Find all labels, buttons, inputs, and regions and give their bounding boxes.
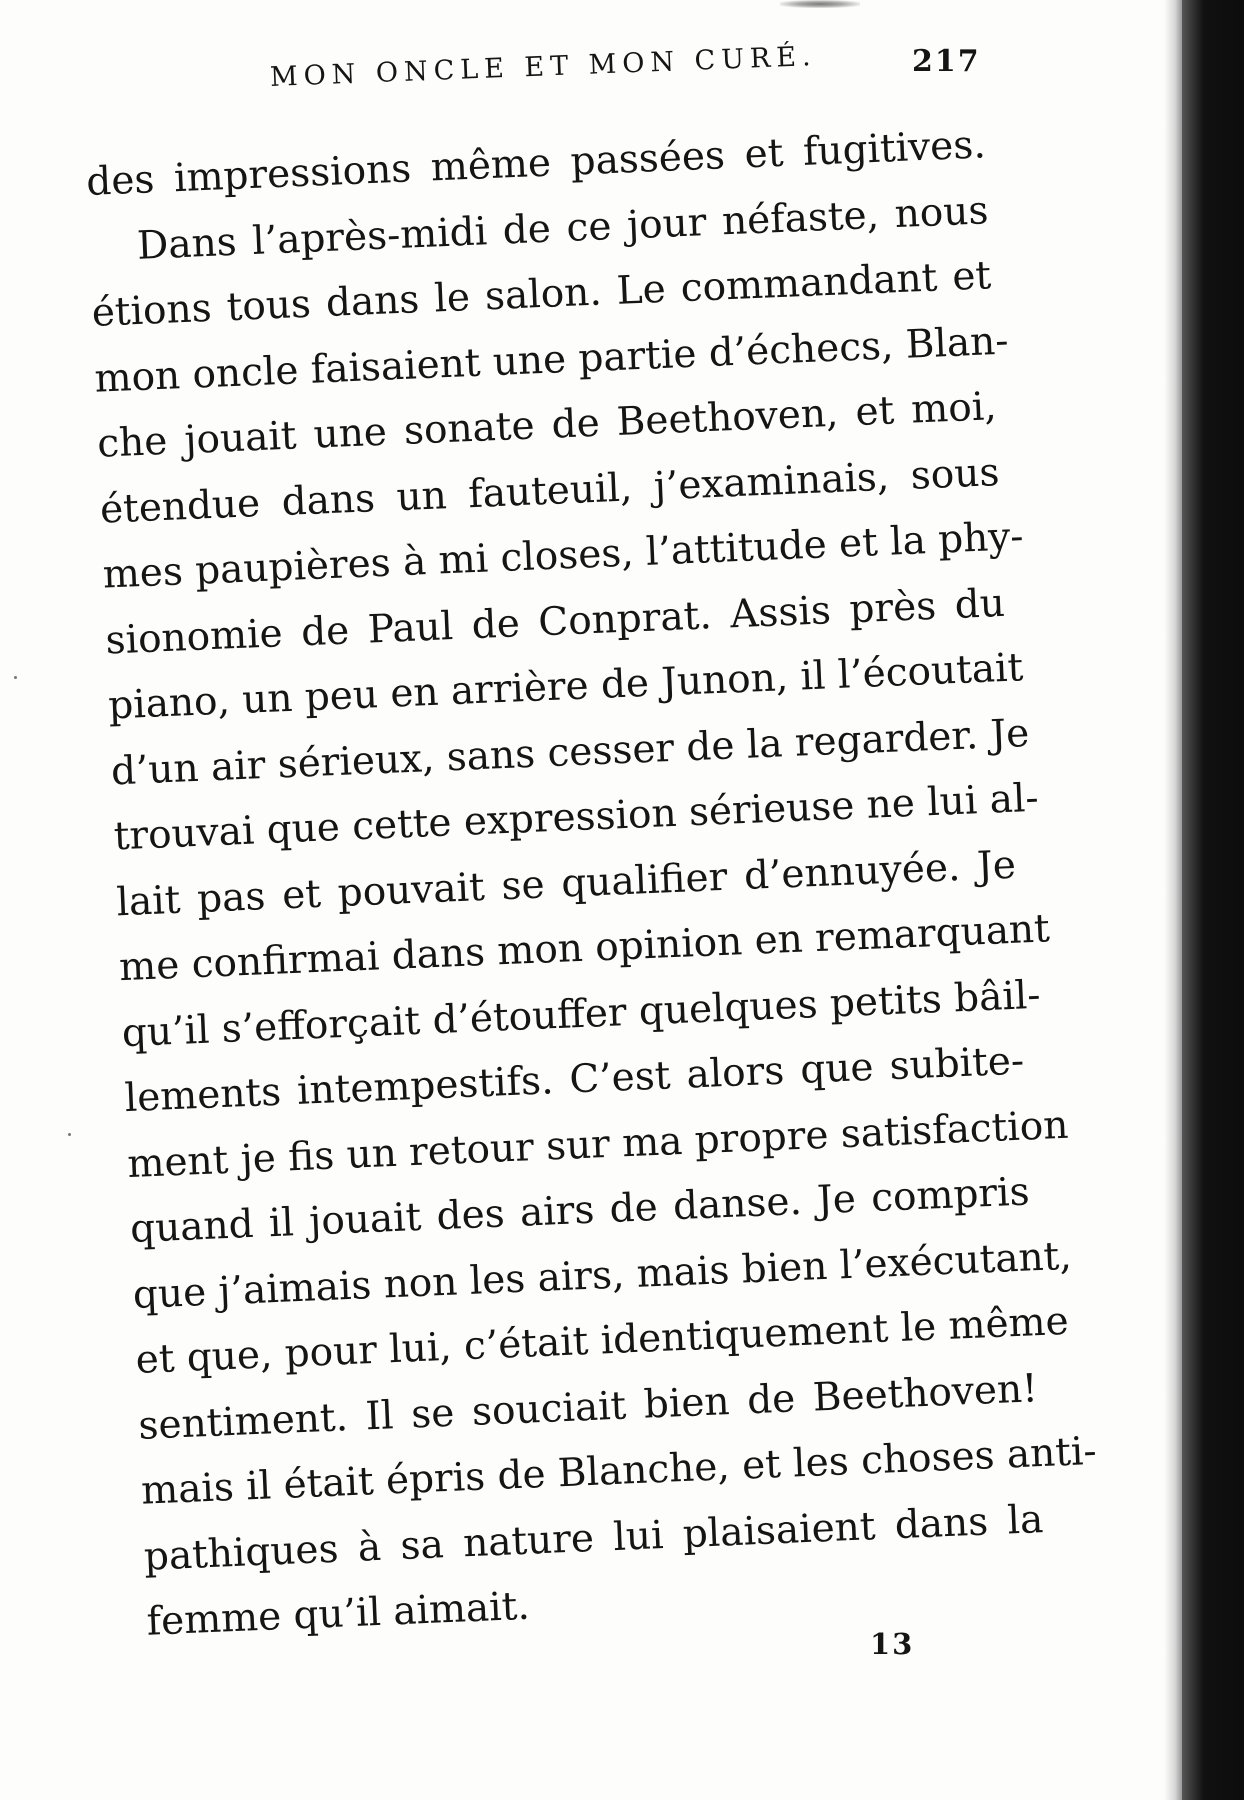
scan-speck	[68, 1133, 71, 1136]
text-line: mon oncle faisaient une partie d’échecs, Blan-	[93, 318, 1010, 402]
text-line: sentiment. Il se souciait bien de Beethoven!	[137, 1365, 1039, 1449]
text-line: ment je fis un retour sur ma propre satisfaction	[126, 1102, 1070, 1187]
text-line: lait pas et pouvait se qualifier d’ennuyée. Je	[115, 842, 1017, 925]
page-edge-shadow	[1164, 0, 1182, 1800]
text-line: femme qu’il aimait.	[145, 1583, 531, 1645]
page-number: 217	[912, 44, 981, 79]
text-line: et que, pour lui, c’était identiquement le même	[134, 1298, 1070, 1383]
scan-smudge	[780, 0, 860, 8]
text-line: sionomie de Paul de Conprat. Assis près du	[104, 580, 1006, 664]
signature-mark: 13	[870, 1627, 915, 1661]
text-line: mais il était épris de Blanche, et les choses anti-	[140, 1428, 1098, 1514]
text-line: me confirmai dans mon opinion en remarquant	[118, 906, 1051, 991]
text-line: Dans l’après-midi de ce jour néfaste, nous	[136, 187, 990, 269]
text-line: trouvai que cette expression sérieuse ne lui al-	[112, 775, 1040, 860]
text-line: lements intempestifs. C’est alors que subite-	[123, 1038, 1025, 1122]
binding-edge	[1182, 0, 1244, 1800]
running-title: MON ONCLE ET MON CURÉ.	[269, 41, 818, 93]
text-line: étions tous dans le salon. Le commandant et	[90, 253, 992, 336]
text-line: d’un air sérieux, sans cesser de la regarder. Je	[110, 710, 1031, 794]
text-line: des impressions même passées et fugitives.	[85, 122, 987, 205]
text-line: que j’aimais non les airs, mais bien l’exécutant,	[132, 1233, 1073, 1318]
text-line: qu’il s’efforçait d’étouffer quelques petits bâil-	[121, 972, 1042, 1056]
text-line: quand il jouait des airs de danse. Je compris	[129, 1169, 1031, 1253]
text-line: che jouait une sonate de Beethoven, et moi,	[96, 384, 998, 467]
scan-speck	[14, 676, 17, 679]
text-line: étendue dans un fauteuil, j’examinais, sous	[99, 449, 1001, 533]
text-line: mes paupières à mi closes, l’attitude et la phy-	[101, 514, 1025, 598]
text-line: pathiques à sa nature lui plaisaient dans la	[143, 1496, 1045, 1580]
text-line: piano, un peu en arrière de Junon, il l’écoutait	[107, 645, 1025, 729]
body-text	[85, 110, 1107, 1655]
